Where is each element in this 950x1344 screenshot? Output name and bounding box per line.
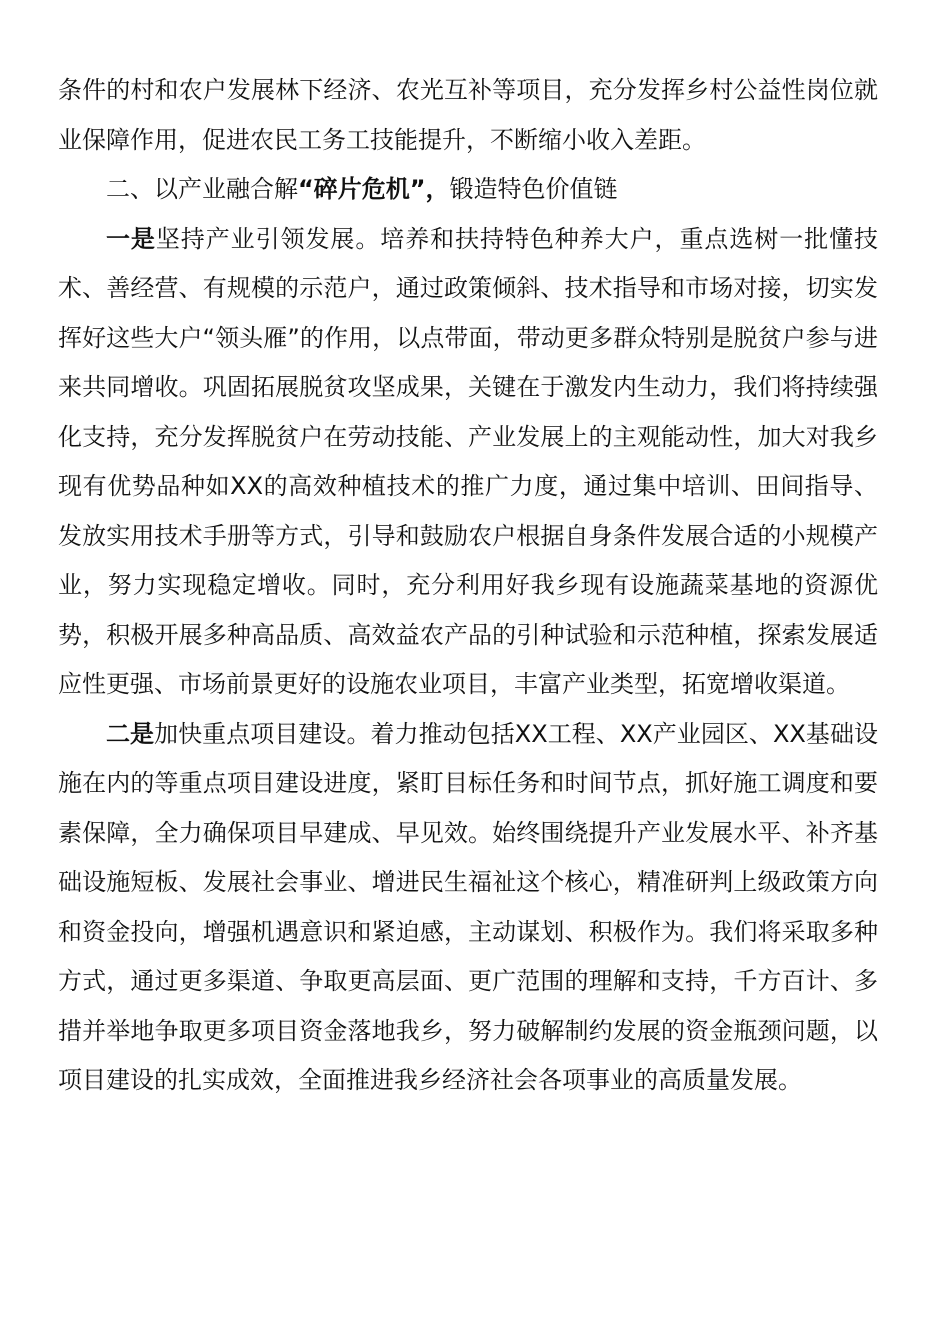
paragraph-text: 坚持产业引领发展。培养和扶持特色种养大户，重点选树一批懂技术、善经营、有规模的示范户，通过政策倾斜、技术指导和市场对接，切实发挥好这些大户“领头雁”的作用，以点带面，带动更多群众特别是脱贫户参与进来共同增收。巩固拓展脱贫攻坚成果，关键在于激发内生动力，我们将持续强化支持，充分发挥脱贫户在劳动技能、产业发展上的主观能动性，加大对我乡现有优势品种如XX的高效种植技术的推广力度，通过集中培训、田间指导、发放实用技术手册等方式，引导和鼓励农户根据自身条件发展合适的小规模产业，努力实现稳定增收。同时，充分利用好我乡现有设施蔬菜基地的资源优势，积极开展多种高品质、高效益农产品的引种试验和示范种植，探索发展适应性更强、市场前景更好的设施农业项目，丰富产业类型，拓宽增收渠道。 <box>58 224 879 698</box>
paragraph-continuation: 条件的村和农户发展林下经济、农光互补等项目，充分发挥乡村公益性岗位就业保障作用，促进农民工务工技能提升，不断缩小收入差距。 <box>58 76 878 154</box>
section-heading-prefix: 二、以产业融合解 <box>106 175 298 203</box>
section-heading-quote: “碎片危机”， <box>298 175 450 203</box>
paragraph-lead-label: 二是 <box>106 719 155 748</box>
section-heading-suffix: 锻造特色价值链 <box>449 175 618 203</box>
paragraph-text: 加快重点项目建设。着力推动包括XX工程、XX产业园区、XX基础设施在内的等重点项目建设进度，紧盯目标任务和时间节点，抓好施工调度和要素保障，全力确保项目早建成、早见效。始终围绕提升产业发展水平、补齐基础设施短板、发展社会事业、增进民生福祉这个核心，精准研判上级政策方向和资金投向，增强机遇意识和紧迫感，主动谋划、积极作为。我们将采取多种方式，通过更多渠道、争取更高层面、更广范围的理解和支持，千方百计、多措并举地争取更多项目资金落地我乡，努力破解制约发展的资金瓶颈问题，以项目建设的扎实成效，全面推进我乡经济社会各项事业的高质量发展。 <box>58 719 878 1094</box>
section-heading-2 <box>58 165 878 215</box>
document-body <box>58 66 878 1106</box>
paragraph-key-projects <box>58 710 878 1106</box>
paragraph-industry-leading <box>58 215 878 710</box>
paragraph-lead-label: 一是 <box>106 224 156 253</box>
